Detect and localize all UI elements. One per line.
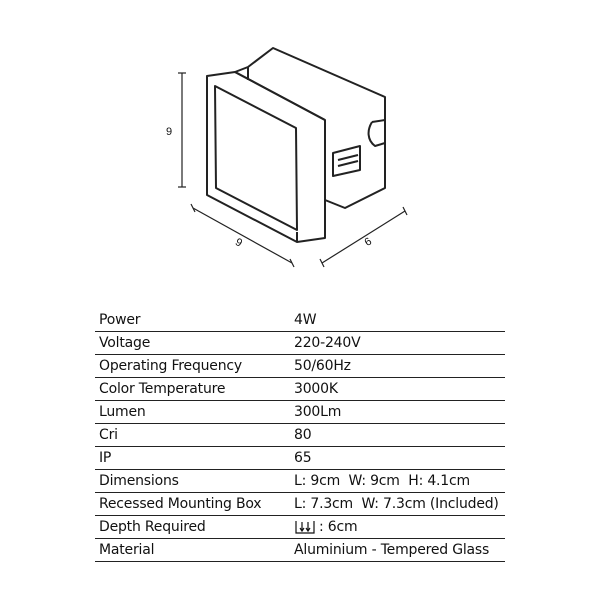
spec-row-dimensions <box>95 470 505 493</box>
spec-label: Recessed Mounting Box <box>99 496 262 512</box>
spec-value-container <box>294 519 505 535</box>
spec-value: 3000K <box>294 381 338 397</box>
spec-label: Operating Frequency <box>99 358 242 374</box>
spec-row-material <box>95 539 505 562</box>
spec-value: L: 9cm W: 9cm H: 4.1cm <box>294 473 470 489</box>
spec-row-power <box>95 309 505 332</box>
spec-value: 50/60Hz <box>294 358 351 374</box>
spec-label: Voltage <box>99 335 151 351</box>
spec-value: : 6cm <box>319 519 358 535</box>
spec-value: L: 7.3cm W: 7.3cm (Included) <box>294 496 499 512</box>
spec-value: 80 <box>294 427 312 443</box>
spec-label: Depth Required <box>99 519 206 535</box>
spec-value: Aluminium - Tempered Glass <box>294 542 490 558</box>
spec-row-ip <box>95 447 505 470</box>
spec-value: 220-240V <box>294 335 361 351</box>
spec-label: IP <box>99 450 112 466</box>
spec-row-depth-required <box>95 516 505 539</box>
spec-value: 4W <box>294 312 317 328</box>
width-dimension-label: 9 <box>233 236 245 250</box>
specification-table <box>95 309 505 562</box>
spec-label: Lumen <box>99 404 146 420</box>
depth-icon <box>294 520 316 534</box>
spec-label: Cri <box>99 427 118 443</box>
spec-row-operating-frequency <box>95 355 505 378</box>
spec-value: 65 <box>294 450 312 466</box>
spec-label: Color Temperature <box>99 381 226 397</box>
spec-row-recessed-mounting-box <box>95 493 505 516</box>
luminaire-outline <box>207 48 385 242</box>
spec-row-voltage <box>95 332 505 355</box>
spec-label: Dimensions <box>99 473 179 489</box>
spec-row-cri <box>95 424 505 447</box>
spec-row-lumen <box>95 401 505 424</box>
spec-label: Power <box>99 312 141 328</box>
spec-value: 300Lm <box>294 404 342 420</box>
height-dimension-label: 9 <box>166 126 173 138</box>
spec-label: Material <box>99 542 155 558</box>
spec-row-color-temperature <box>95 378 505 401</box>
depth-dimension-label: 6 <box>362 235 375 249</box>
